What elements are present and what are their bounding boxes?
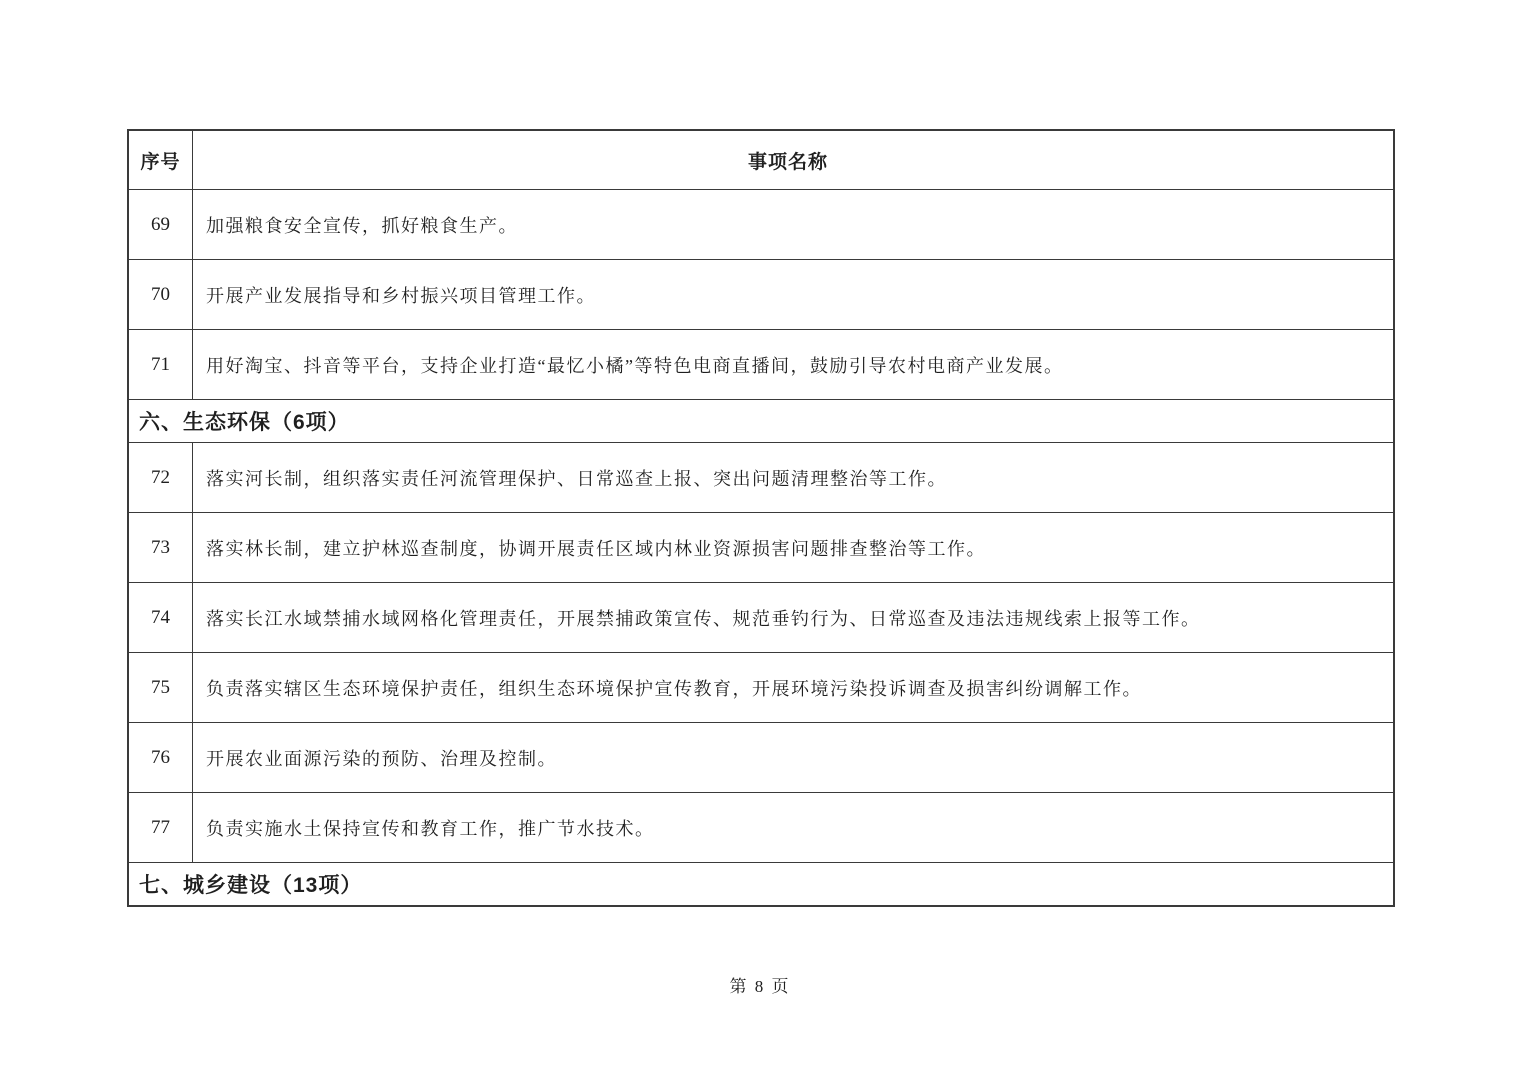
- table-row: [129, 792, 1393, 862]
- row-text: 用好淘宝、抖音等平台，支持企业打造“最忆小橘”等特色电商直播间，鼓励引导农村电商产业发展。: [206, 355, 1064, 376]
- row-text: 加强粮食安全宣传，抓好粮食生产。: [206, 215, 518, 236]
- section-header-row: 七、城乡建设（13项）: [129, 862, 1393, 905]
- row-text: 落实河长制，组织落实责任河流管理保护、日常巡查上报、突出问题清理整治等工作。: [206, 468, 947, 489]
- row-text: 落实林长制，建立护林巡查制度，协调开展责任区域内林业资源损害问题排查整治等工作。: [206, 538, 986, 559]
- row-number: 76: [129, 723, 193, 792]
- row-text: 落实长江水域禁捕水域网格化管理责任，开展禁捕政策宣传、规范垂钓行为、日常巡查及违法违规线索上报等工作。: [206, 608, 1201, 629]
- table-row: [129, 259, 1393, 329]
- row-text: 开展农业面源污染的预防、治理及控制。: [206, 748, 557, 769]
- table-row: [129, 512, 1393, 582]
- page-number: 第 8 页: [729, 977, 791, 996]
- row-text: 开展产业发展指导和乡村振兴项目管理工作。: [206, 285, 596, 306]
- row-number: 77: [129, 793, 193, 862]
- table-header-row: [129, 131, 1393, 189]
- table-row: [129, 442, 1393, 512]
- row-text: 负责实施水土保持宣传和教育工作，推广节水技术。: [206, 818, 655, 839]
- row-number: 70: [129, 260, 193, 329]
- row-number: 73: [129, 513, 193, 582]
- section-header-row: 六、生态环保（6项）: [129, 399, 1393, 442]
- table-row: [129, 582, 1393, 652]
- row-number: 71: [129, 330, 193, 399]
- table-row: [129, 722, 1393, 792]
- row-number: 74: [129, 583, 193, 652]
- table-row: [129, 189, 1393, 259]
- items-table: [127, 129, 1395, 907]
- row-number: 69: [129, 190, 193, 259]
- table-row: [129, 329, 1393, 399]
- table-row: [129, 652, 1393, 722]
- serial-column-header: 序号: [129, 131, 193, 189]
- row-number: 75: [129, 653, 193, 722]
- row-text: 负责落实辖区生态环境保护责任，组织生态环境保护宣传教育，开展环境污染投诉调查及损害纠纷调解工作。: [206, 678, 1142, 699]
- row-number: 72: [129, 443, 193, 512]
- name-column-header: 事项名称: [747, 151, 828, 173]
